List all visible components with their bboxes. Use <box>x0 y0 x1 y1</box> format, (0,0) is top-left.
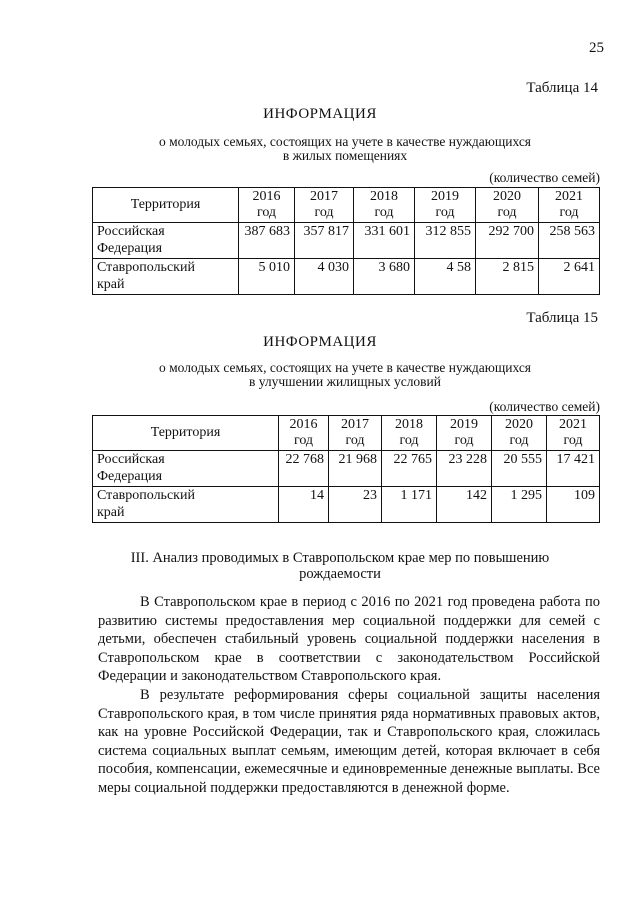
table-14-label: Таблица 14 <box>526 80 598 96</box>
table-14-header-year: 2019 год <box>415 188 476 223</box>
table-cell: 2 815 <box>476 259 539 295</box>
table-15 <box>92 415 600 523</box>
table-14-header-year: 2016 год <box>239 188 295 223</box>
table-14-header-year: 2021 год <box>539 188 600 223</box>
territory-name: Российская Федерация <box>93 223 239 259</box>
table-15-subtitle-line-1: о молодых семьях, состоящих на учете в качестве нуждающихся <box>158 360 532 375</box>
table-cell: 1 171 <box>382 487 437 523</box>
section-title-line-1: III. Анализ проводимых в Ставропольском крае мер по повышению <box>130 550 550 566</box>
table-cell: 258 563 <box>539 223 600 259</box>
table-cell: 2 641 <box>539 259 600 295</box>
paragraph-2: В результате реформирования сферы социальной защиты населения Ставропольского края, в том числе принятия ряда нормативных правовых актов, как на уровне Российской Федерации, так и Ставропольского края, сложилась система социальных выплат семьям, имеющим детей, которая включает в себя пособия, компенсации, ежемесячные и единовременные денежные выплаты. Все меры социальной поддержки предоставляются в денежной форме. <box>98 687 600 796</box>
table-cell: 22 768 <box>279 451 329 487</box>
table-15-label: Таблица 15 <box>526 310 598 326</box>
table-cell: 142 <box>437 487 492 523</box>
table-cell: 4 58 <box>415 259 476 295</box>
table-cell: 23 228 <box>437 451 492 487</box>
table-cell: 331 601 <box>354 223 415 259</box>
territory-name: Ставропольский край <box>93 259 239 295</box>
table-cell: 357 817 <box>295 223 354 259</box>
table-14 <box>92 187 600 295</box>
table-14-header-year: 2020 год <box>476 188 539 223</box>
table-14-header-territory: Территория <box>93 188 239 223</box>
table-15-header-year: 2017 год <box>329 416 382 451</box>
table-cell: 387 683 <box>239 223 295 259</box>
table-15-header-year: 2016 год <box>279 416 329 451</box>
section-title <box>80 550 600 582</box>
table-15-header-row <box>93 416 600 451</box>
table-14-units: (количество семей) <box>489 170 600 185</box>
table-14-header-year: 2017 год <box>295 188 354 223</box>
table-cell: 4 030 <box>295 259 354 295</box>
table-14-header-year: 2018 год <box>354 188 415 223</box>
table-14-heading: ИНФОРМАЦИЯ <box>263 106 377 122</box>
territory-name: Российская Федерация <box>93 451 279 487</box>
table-15-header-year: 2020 год <box>492 416 547 451</box>
table-14-header-row <box>93 188 600 223</box>
table-15-subtitle-line-2: в улучшении жилищных условий <box>249 374 441 389</box>
table-cell: 17 421 <box>547 451 600 487</box>
table-cell: 23 <box>329 487 382 523</box>
table-15-header-year: 2019 год <box>437 416 492 451</box>
table-row <box>93 487 600 523</box>
table-15-header-year: 2018 год <box>382 416 437 451</box>
page-number: 25 <box>589 40 604 56</box>
table-15-header-territory: Территория <box>93 416 279 451</box>
table-cell: 1 295 <box>492 487 547 523</box>
table-14-subtitle-line-1: о молодых семьях, состоящих на учете в качестве нуждающихся <box>158 134 532 149</box>
table-row <box>93 259 600 295</box>
table-cell: 3 680 <box>354 259 415 295</box>
table-row <box>93 223 600 259</box>
table-14-subtitle <box>110 135 580 163</box>
table-cell: 292 700 <box>476 223 539 259</box>
table-cell: 312 855 <box>415 223 476 259</box>
section-title-line-2: рождаемости <box>299 566 381 582</box>
table-15-units: (количество семей) <box>489 399 600 414</box>
table-cell: 109 <box>547 487 600 523</box>
paragraph-1: В Ставропольском крае в период с 2016 по 2021 год проведена работа по развитию системы предоставления мер социальной поддержки для семей с детьми, обеспечен стабильный уровень социальной поддержки населения в Ставропольском крае в соответствии с законодательством Российской Федерации и законодательством Ставропольского края. <box>98 594 600 684</box>
table-15-heading: ИНФОРМАЦИЯ <box>263 334 377 350</box>
table-cell: 14 <box>279 487 329 523</box>
table-15-header-year: 2021 год <box>547 416 600 451</box>
table-cell: 5 010 <box>239 259 295 295</box>
table-cell: 21 968 <box>329 451 382 487</box>
table-cell: 22 765 <box>382 451 437 487</box>
table-15-subtitle <box>110 361 580 389</box>
table-row <box>93 451 600 487</box>
table-14-subtitle-line-2: в жилых помещениях <box>282 148 408 163</box>
territory-name: Ставропольский край <box>93 487 279 523</box>
table-cell: 20 555 <box>492 451 547 487</box>
